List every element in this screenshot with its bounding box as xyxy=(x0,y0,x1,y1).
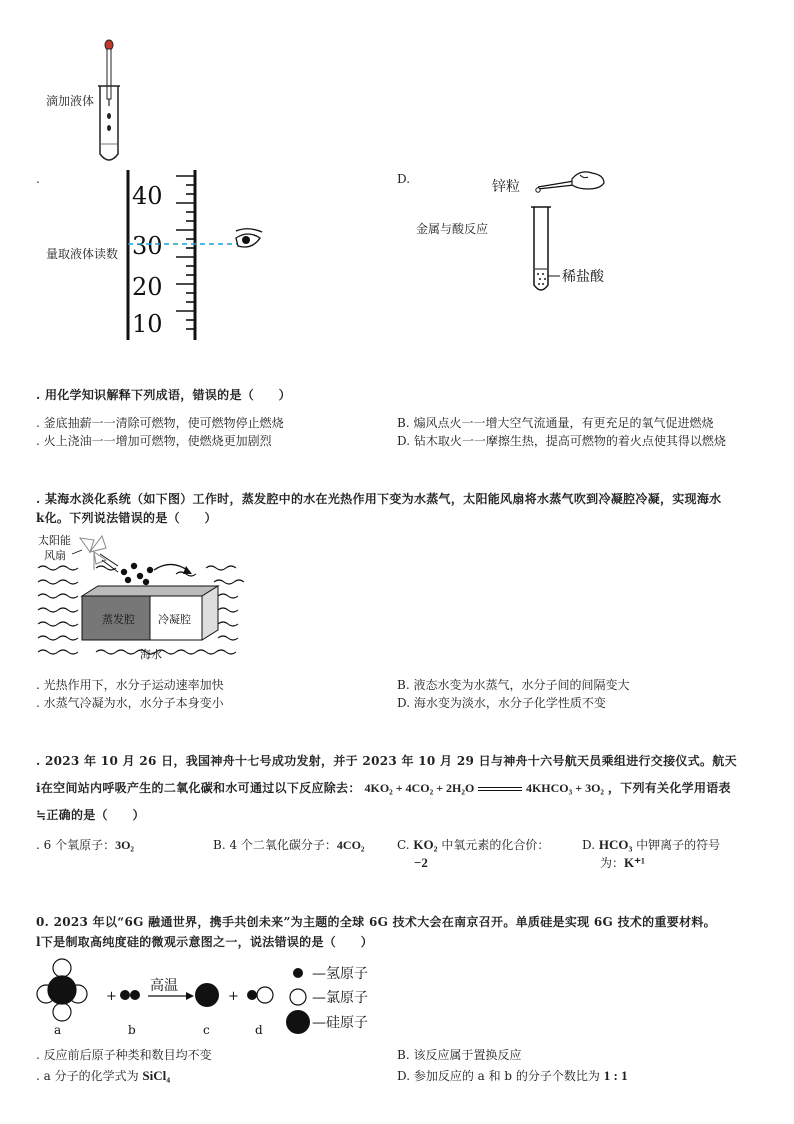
legend-hydrogen: —氢原子 xyxy=(312,966,368,982)
cylinder-figure xyxy=(118,168,268,344)
q3-option-a-text: . 6 个氧原子： xyxy=(36,838,116,852)
molecule-b xyxy=(120,990,140,1000)
q1-option-c: . 火上浇油一一增加可燃物，使燃烧更加剧烈 xyxy=(36,434,272,448)
q2-option-c: . 水蒸气冷凝为水，水分子本身变小 xyxy=(36,696,224,710)
plus-sign-2: + xyxy=(228,989,239,1004)
q3-option-c-value: −2 xyxy=(414,855,428,870)
legend-hydrogen-icon xyxy=(293,968,303,978)
q3-stem-line2-tail: ，下列有关化学用语表 xyxy=(607,781,731,795)
molecule-c xyxy=(195,983,219,1007)
legend-silicon: —硅原子 xyxy=(312,1015,368,1031)
q3-option-d-formula: HCO₃ xyxy=(598,837,633,852)
q2-option-a: . 光热作用下，水分子运动速率加快 xyxy=(36,678,224,692)
solar-fan-icon xyxy=(80,536,106,570)
q3-option-d-value: K⁺¹ xyxy=(624,855,645,870)
q3-stem-line1: . 2023 年 10 月 26 日，我国神舟十七号成功发射，并于 2023 年 10 月 29 日与神舟十六号航天员乘组进行交接仪式。航天 xyxy=(36,754,737,768)
q4-option-d-text: D. 参加反应的 a 和 b 的分子个数比为 xyxy=(397,1069,604,1083)
acid-label: 稀盐酸 xyxy=(562,269,604,285)
q3-option-a-formula: 3O₂ xyxy=(115,838,135,852)
cylinder-label: 量取液体读数 xyxy=(46,247,119,261)
q1-option-a: . 釜底抽薪一一清除可燃物，使可燃物停止燃烧 xyxy=(36,416,284,430)
q1-option-d: D. 钻木取火一一摩擦生热，提高可燃物的着火点使其得以燃烧 xyxy=(397,434,726,448)
q4-option-c-formula: SiCl₄ xyxy=(142,1068,171,1083)
dropper-label: 滴加液体 xyxy=(46,94,95,108)
q2-stem-line1: . 某海水淡化系统（如下图）工作时，蒸发腔中的水在光热作用下变为水蒸气，太阳能风扇将水蒸气吹到冷凝腔冷凝，实现海水 xyxy=(36,492,722,506)
q4-option-d-ratio: 1 : 1 xyxy=(603,1068,628,1083)
q3-option-c-text: C. xyxy=(397,838,414,852)
q4-option-c xyxy=(36,1068,170,1084)
desalination-figure xyxy=(36,530,246,665)
tick-20: 20 xyxy=(132,273,163,301)
q3-option-d-text-3: 为： xyxy=(600,856,625,870)
reaction-condition: 高温 xyxy=(150,978,178,994)
zinc-figure-label: 金属与酸反应 xyxy=(416,222,489,236)
q3-option-d xyxy=(582,837,720,853)
option-d-marker: D. xyxy=(397,172,411,186)
q3-option-d-text: D. xyxy=(582,838,599,852)
q4-option-d xyxy=(397,1068,628,1084)
equation-equals-sign xyxy=(478,787,522,791)
q4-stem-line2: l下是制取高纯度硅的微观示意图之一，说法错误的是（ ） xyxy=(36,935,373,949)
label-a: a xyxy=(54,1023,62,1036)
legend-silicon-icon xyxy=(286,1010,310,1034)
q4-option-c-text: . a 分子的化学式为 xyxy=(36,1069,143,1083)
label-d: d xyxy=(255,1023,263,1036)
q3-option-d-text-2: 中钾离子的符号 xyxy=(632,838,721,852)
plus-sign-1: + xyxy=(106,989,117,1004)
q2-option-d: D. 海水变为淡水，水分子化学性质不变 xyxy=(397,696,606,710)
option-marker: . xyxy=(36,172,40,186)
q2-option-b: B. 液态水变为水蒸气，水分子间的间隔变大 xyxy=(397,678,630,692)
q3-equation-right: 4KHCO₃ + 3O₂ xyxy=(525,781,605,795)
label-c: c xyxy=(203,1023,210,1036)
desalination-diagram xyxy=(36,530,246,665)
q3-option-a xyxy=(36,837,134,853)
zinc-acid-illustration xyxy=(488,165,618,295)
graduated-cylinder xyxy=(118,168,268,344)
sea-label: 海水 xyxy=(140,648,162,661)
q1-option-b: B. 煽风点火一一增大空气流通量，有更充足的氧气促进燃烧 xyxy=(397,416,714,430)
q3-equation-left: 4KO₂ + 4CO₂ + 2H₂O xyxy=(364,781,475,795)
q3-option-b-text: B. 4 个二氧化碳分子： xyxy=(213,838,337,852)
label-b: b xyxy=(128,1023,136,1036)
molecule-a xyxy=(37,959,87,1021)
tick-10: 10 xyxy=(132,310,163,338)
zinc-figure xyxy=(488,165,618,295)
q3-option-c-formula: KO₂ xyxy=(413,837,438,852)
zinc-label: 锌粒 xyxy=(492,179,520,195)
q3-option-b-formula: 4CO₂ xyxy=(336,838,365,852)
q1-stem: . 用化学知识解释下列成语，错误的是（ ） xyxy=(36,388,291,402)
molecule-d xyxy=(247,987,273,1003)
evaporator-label: 蒸发腔 xyxy=(102,613,135,626)
q3-option-c-text-2: 中氧元素的化合价： xyxy=(437,838,550,852)
legend-chlorine: —氯原子 xyxy=(312,990,368,1006)
legend-chlorine-icon xyxy=(290,989,306,1005)
q2-stem-line2: k化。下列说法错误的是（ ） xyxy=(36,511,217,525)
q4-option-a: . 反应前后原子种类和数目均不变 xyxy=(36,1048,212,1062)
q3-option-c xyxy=(397,837,549,853)
reaction-molecules xyxy=(36,956,396,1036)
eye-icon xyxy=(236,229,262,247)
molecule-diagram xyxy=(36,956,396,1036)
q3-stem-line2 xyxy=(36,780,731,796)
q4-stem-line1: 0. 2023 年以“6G 融通世界，携手共创未来”为主题的全球 6G 技术大会在南京召开。单质硅是实现 6G 技术的重要材料。 xyxy=(36,915,716,929)
tick-30: 30 xyxy=(132,232,163,260)
fan-label-2: 风扇 xyxy=(44,549,66,562)
q3-option-d-line2 xyxy=(600,855,645,871)
q3-option-b xyxy=(213,837,365,853)
q4-option-b: B. 该反应属于置换反应 xyxy=(397,1048,522,1062)
q3-stem-line2-text: i在空间站内呼吸产生的二氧化碳和水可通过以下反应除去： xyxy=(36,781,361,795)
q3-stem-line3: ≒正确的是（ ） xyxy=(36,808,145,822)
condenser-label: 冷凝腔 xyxy=(158,613,191,626)
fan-label-1: 太阳能 xyxy=(38,534,71,547)
tick-40: 40 xyxy=(132,182,163,210)
